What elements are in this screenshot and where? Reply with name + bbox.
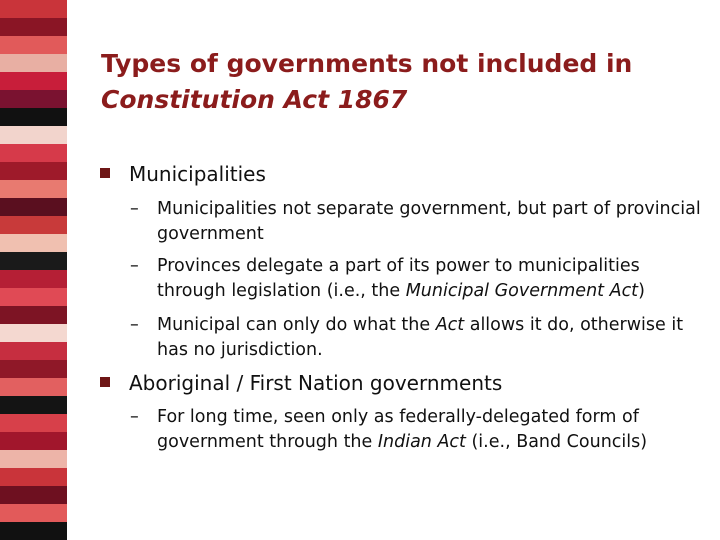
sub-item-text: Municipal can only do what the Act allows it do, otherwise it has no jurisdiction. [157,315,684,360]
stripe-segment [0,36,67,54]
square-bullet-icon [100,168,110,178]
stripe-segment [0,504,67,522]
stripe-segment [0,288,67,306]
stripe-segment [0,216,67,234]
title-line-1: Types of governments not included in [101,49,633,78]
bullet-label: Aboriginal / First Nation governments [129,371,503,395]
stripe-segment [0,72,67,90]
stripe-segment [0,342,67,360]
sub-item-text: Provinces delegate a part of its power to municipalities through legislation (i.e., the Municipal Government Act) [157,256,645,301]
stripe-segment [0,396,67,414]
stripe-segment [0,486,67,504]
stripe-segment [0,324,67,342]
stripe-segment [0,252,67,270]
square-bullet-icon [100,377,110,387]
dash-icon: – [130,199,139,219]
dash-icon: – [130,315,139,335]
sub-item [130,197,710,247]
stripe-segment [0,18,67,36]
stripe-segment [0,360,67,378]
bullet-label: Municipalities [129,162,266,186]
italic-act-name: Act [435,315,465,335]
stripe-segment [0,108,67,126]
stripe-segment [0,234,67,252]
stripe-segment [0,54,67,72]
title-line-2: Constitution Act 1867 [101,85,408,114]
sub-item-text: Municipalities not separate government, but part of provincial government [157,199,701,244]
italic-act-name: Indian Act [377,432,466,452]
sub-item [130,405,710,455]
stripe-segment [0,306,67,324]
stripe-segment [0,144,67,162]
stripe-segment [0,450,67,468]
stripe-segment [0,468,67,486]
stripe-segment [0,162,67,180]
italic-act-name: Municipal Government Act [405,281,639,301]
stripe-segment [0,0,67,18]
decorative-stripe-bar [0,0,67,540]
stripe-segment [0,126,67,144]
stripe-segment [0,378,67,396]
stripe-segment [0,270,67,288]
sub-item [130,254,710,304]
sub-item-text: For long time, seen only as federally-delegated form of government through the Indian Act (i.e., Band Councils) [157,407,648,452]
dash-icon: – [130,407,139,427]
stripe-segment [0,180,67,198]
stripe-segment [0,198,67,216]
sub-item [130,313,710,363]
stripe-segment [0,414,67,432]
slide-title [101,46,701,118]
stripe-segment [0,90,67,108]
stripe-segment [0,522,67,540]
dash-icon: – [130,256,139,276]
stripe-segment [0,432,67,450]
